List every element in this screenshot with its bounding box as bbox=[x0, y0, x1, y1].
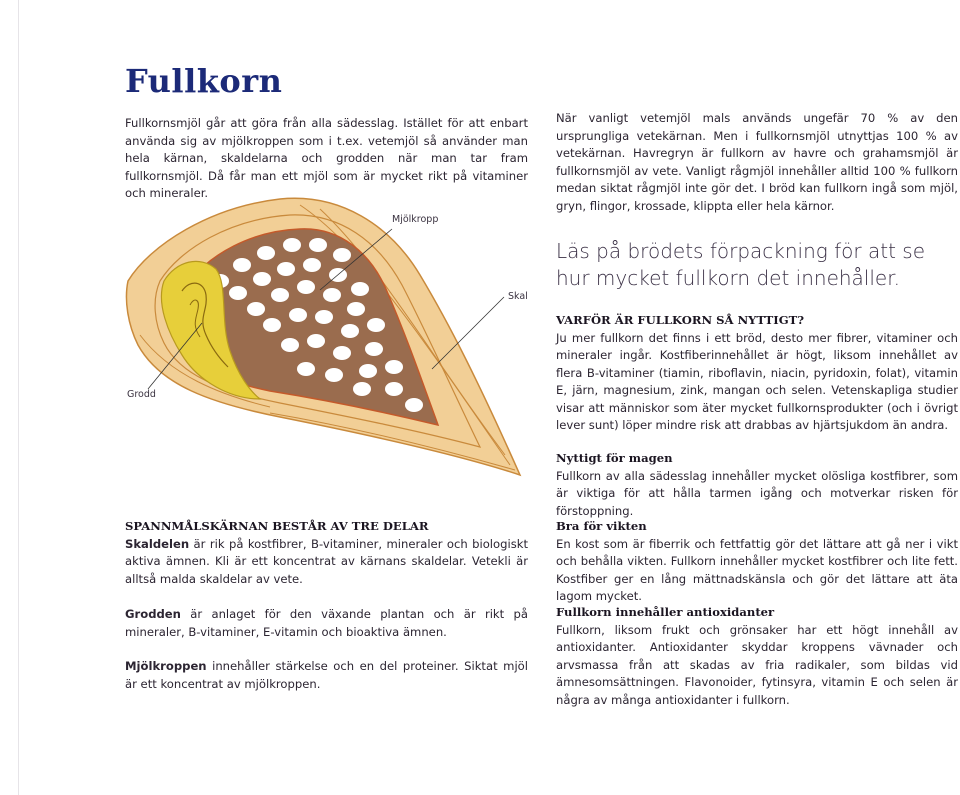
page-margin-line bbox=[0, 0, 19, 795]
right-intro-paragraph: När vanligt vetemjöl mals används ungefär 70 % av den ursprungliga vetekärnan. Men i fullkornsmjöl utnyttjas 100 % av vetekärnan. Havregryn är fullkorn av havre och grahamsmjöl är fullkornsmjöl av vete. Vanligt rågmjöl innehåller alltid 100 % fullkorn medan siktat rågmjöl inte gör det. I bröd kan fullkorn ingå som mjöl, gryn, flingor, krossade, klippta eller hela kärnor. bbox=[556, 111, 958, 213]
skaldelen-paragraph bbox=[125, 536, 528, 589]
section-antioxidanter bbox=[556, 604, 958, 709]
section-magen bbox=[556, 450, 958, 520]
grain-diagram bbox=[120, 185, 530, 505]
section-vikten bbox=[556, 518, 958, 606]
section-grodden bbox=[125, 606, 528, 641]
label-grodd: Grodd bbox=[127, 389, 156, 400]
varfor-text: Ju mer fullkorn det finns i ett bröd, desto mer fibrer, vitaminer och mineraler ingår. Kostfiberinnehållet är högt, liksom innehållet av flera B-vitaminer (tiamin, riboflavin, niacin, pyridoxin, folat), vitamin E, järn, magnesium, zink, mangan och selen. Vetenskapliga studier visar att människor som äter mycket fullkornsprodukter (och i övrigt lever sunt) löper mindre risk att drabbas av hjärtsjukdom än andra. bbox=[556, 330, 958, 432]
intro-paragraph: Fullkornsmjöl går att göra från alla sädesslag. Istället för att enbart använda sig av mjölkroppen som i t.ex. vetemjöl så använder man hela kärnan, skaldelarna och grodden när man tar fram fullkornsmjöl. Då får man ett mjöl som är mycket rikt på vitaminer och mineraler. bbox=[125, 116, 528, 200]
antioxidanter-text: Fullkorn, liksom frukt och grönsaker har ett högt innehåll av antioxidanter. Antioxidanter skyddar kroppens vävnader och arvsmassa från att skadas av fria radikaler, som bildas vid ämnesomsättningen. Flavonoider, fytinsyra, vitamin E och selen är några av många antioxidanter i fullkorn. bbox=[556, 622, 958, 707]
vikten-heading: Bra för vikten bbox=[556, 519, 647, 533]
label-mjolkropp: Mjölkropp bbox=[392, 214, 439, 225]
magen-heading: Nyttigt för magen bbox=[556, 451, 673, 465]
antioxidanter-heading: Fullkorn innehåller antioxidanter bbox=[556, 605, 775, 619]
section-varfor bbox=[556, 312, 958, 435]
pull-quote: Läs på brödets förpackning för att se hur mycket fullkorn det innehåller. bbox=[556, 239, 925, 290]
page-title: Fullkorn bbox=[125, 62, 283, 100]
grodden-term: Grodden bbox=[125, 607, 181, 621]
section-mjolkroppen bbox=[125, 658, 528, 693]
mjolkroppen-paragraph bbox=[125, 658, 528, 693]
spannmal-heading: SPANNMÅLSKÄRNAN BESTÅR AV TRE DELAR bbox=[125, 519, 429, 533]
skaldelen-term: Skaldelen bbox=[125, 536, 190, 551]
section-spannmal bbox=[125, 518, 528, 588]
mjolkroppen-term: Mjölkroppen bbox=[125, 659, 207, 673]
skaldelen-text: är rik på kostfibrer, B-vitaminer, mineraler och biologiskt aktiva ämnen. Kli är ett koncentrat av kärnans skaldelar. Vetekli är alltså malda skaldelar av vete. bbox=[125, 536, 528, 586]
magen-text: Fullkorn av alla sädesslag innehåller mycket olösliga kostfibrer, som är viktiga för att hålla tarmen igång och motverkar risken för förstoppning. bbox=[556, 468, 958, 518]
mjolkroppen-text: innehåller stärkelse och en del proteiner. Siktat mjöl är ett koncentrat av mjölkroppen. bbox=[125, 659, 528, 691]
vikten-text: En kost som är fiberrik och fettfattig gör det lättare att gå ner i vikt och behålla vikten. Fullkorn innehåller mycket kostfibrer och lite fett. Kostfiber ger en lång mättnadskänsla och gör det lättare att äta lagom mycket. bbox=[556, 536, 958, 603]
grodden-text: är anlaget för den växande plantan och är rikt på mineraler, B-vitaminer, E-vitamin och bioaktiva ämnen. bbox=[125, 607, 528, 639]
label-skal: Skal bbox=[508, 291, 528, 302]
grodden-paragraph bbox=[125, 606, 528, 641]
varfor-heading: VARFÖR ÄR FULLKORN SÅ NYTTIGT? bbox=[556, 313, 805, 327]
